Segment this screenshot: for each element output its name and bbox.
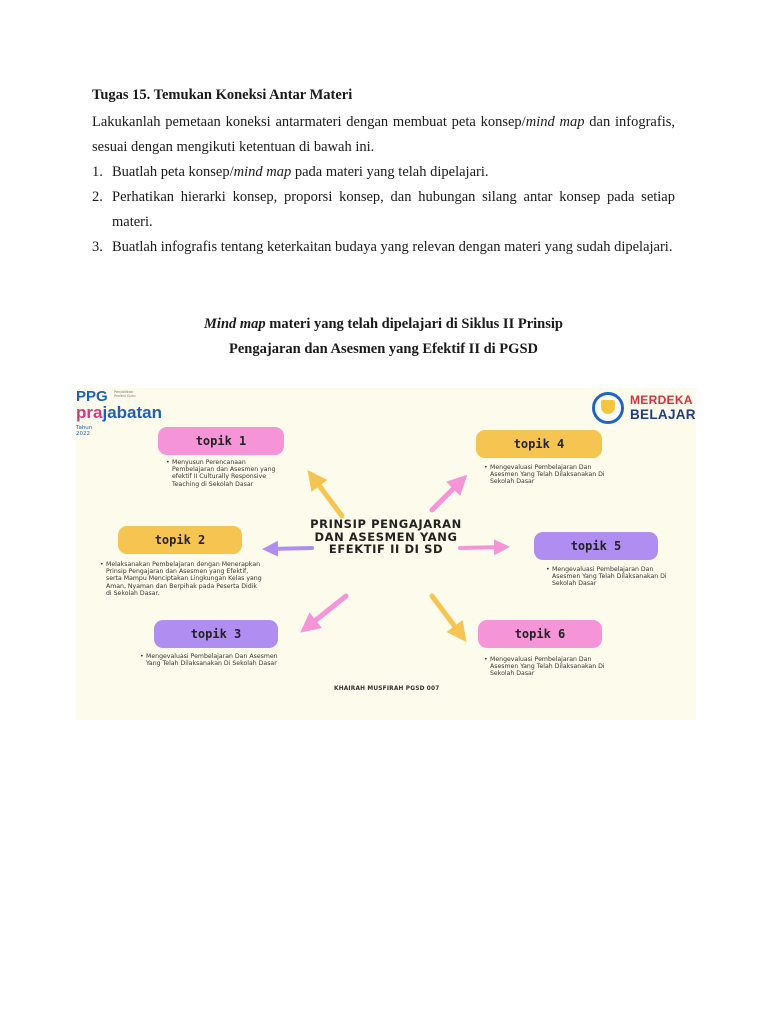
topic-4-pill: topik 4: [476, 430, 602, 458]
topic-1-pill: topik 1: [158, 427, 284, 455]
center-topic-title: PRINSIP PENGAJARAN DAN ASESMEN YANG EFEKTIF II DI SD: [310, 517, 462, 556]
topic-5-pill: topik 5: [534, 532, 658, 560]
figure-caption-line2: Pengajaran dan Asesmen yang Efektif II di PGSD: [229, 341, 538, 357]
topic-2-description: • Melaksanakan Pembelajaran dengan Menerapkan Prinsip Pengajaran dan Asesmen yang Efektif, serta Mampu Menciptakan Lingkungan Kelas yang Aman, Nyaman dan Berpihak pada Peserta Didik di Sekolah Dasar.: [100, 561, 262, 597]
logo-ppg-text: PPG: [76, 388, 108, 405]
list-item: 3. Buatlah infografis tentang keterkaitan budaya yang relevan dengan materi yang sudah dipelajari.: [92, 239, 673, 255]
arrow-topic-1: [312, 476, 342, 516]
arrow-topic-5: [460, 547, 504, 548]
logo-prajabatan-text: prajabatan: [76, 403, 162, 422]
logo-merdeka-text: MERDEKA: [630, 393, 693, 407]
topic-6-description: • Mengevaluasi Pembelajaran Dan Asesmen Yang Telah Dilaksanakan Di Sekolah Dasar: [484, 656, 605, 678]
arrow-topic-4: [432, 480, 462, 510]
topic-1-description: • Menyusun Perencanaan Pembelajaran dan Asesmen yang efektif II Culturally Responsive Teaching di Sekolah Dasar: [166, 459, 276, 488]
list-item: 2. Perhatikan hierarki konsep, proporsi konsep, dan hubungan silang antar konsep pada setiap materi.: [92, 189, 675, 230]
logo-belajar-text: BELAJAR: [630, 407, 696, 422]
topic-6-pill: topik 6: [478, 620, 602, 648]
arrow-topic-6: [432, 596, 462, 636]
logo-ppg-small-text: Pendidikan Profesi Guru: [114, 390, 136, 398]
topic-2-pill: topik 2: [118, 526, 242, 554]
task-title: Tugas 15. Temukan Koneksi Antar Materi: [92, 87, 353, 103]
topic-5-description: • Mengevaluasi Pembelajaran Dan Asesmen Yang Telah Dilaksanakan Di Sekolah Dasar: [546, 566, 667, 588]
task-intro: Lakukanlah pemetaan koneksi antarmateri dengan membuat peta konsep/mind map dan infografis, sesuai dengan mengikuti ketentuan di bawah ini.: [92, 114, 675, 155]
topic-4-description: • Mengevaluasi Pembelajaran Dan Asesmen Yang Telah Dilaksanakan Di Sekolah Dasar: [484, 464, 605, 486]
figure-caption-line1: Mind map materi yang telah dipelajari di Siklus II Prinsip: [204, 316, 563, 332]
author-credit: KHAIRAH MUSFIRAH PGSD 007: [334, 686, 440, 692]
list-item: 1. Buatlah peta konsep/mind map pada materi yang telah dipelajari.: [92, 164, 489, 180]
logo-year-text: Tahun 2022: [76, 425, 93, 437]
task-steps-list: [92, 160, 675, 260]
mind-map-figure: [76, 388, 696, 720]
arrow-topic-3: [306, 596, 346, 628]
topic-3-pill: topik 3: [154, 620, 278, 648]
topic-3-description: • Mengevaluasi Pembelajaran Dan Asesmen Yang Telah Dilaksanakan Di Sekolah Dasar: [140, 653, 278, 668]
